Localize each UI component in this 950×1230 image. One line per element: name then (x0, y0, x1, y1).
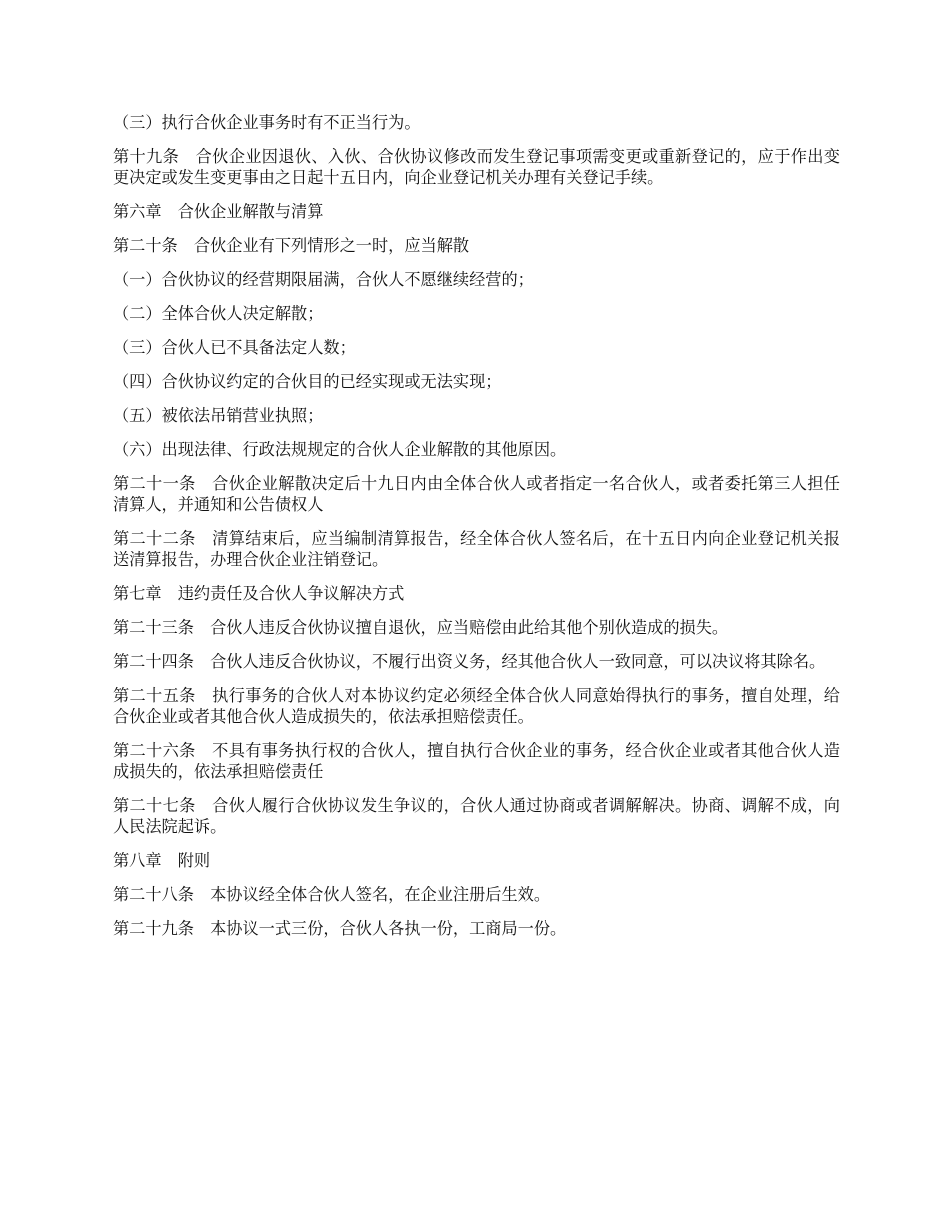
article-24: 第二十四条 合伙人违反合伙协议，不履行出资义务，经其他合伙人一致同意，可以决议将其除名。 (113, 652, 826, 671)
article-27: 第二十七条 合伙人履行合伙协议发生争议的，合伙人通过协商或者调解解决。协商、调解不成，向人民法院起诉。 (113, 796, 840, 836)
article-19: 第十九条 合伙企业因退伙、入伙、合伙协议修改而发生登记事项需变更或重新登记的，应于作出变更决定或发生变更事由之日起十五日内，向企业登记机关办理有关登记手续。 (113, 147, 840, 187)
article-20-item-2: （二）全体合伙人决定解散； (113, 304, 324, 323)
article-20-item-5: （五）被依法吊销营业执照； (113, 406, 324, 425)
article-20-item-6: （六）出现法律、行政法规规定的合伙人企业解散的其他原因。 (113, 440, 567, 459)
article-23: 第二十三条 合伙人违反合伙协议擅自退伙，应当赔偿由此给其他个别伙造成的损失。 (113, 618, 729, 637)
article-21: 第二十一条 合伙企业解散决定后十九日内由全体合伙人或者指定一名合伙人，或者委托第三人担任清算人，并通知和公告债权人 (113, 474, 840, 514)
article-22: 第二十二条 清算结束后，应当编制清算报告，经全体合伙人签名后，在十五日内向企业登记机关报送清算报告，办理合伙企业注销登记。 (113, 529, 840, 569)
chapter-7-heading: 第七章 违约责任及合伙人争议解决方式 (113, 584, 405, 603)
chapter-6-heading: 第六章 合伙企业解散与清算 (113, 202, 324, 221)
item-3-improper-conduct: （三）执行合伙企业事务时有不正当行为。 (113, 113, 421, 132)
article-20-item-4: （四）合伙协议约定的合伙目的已经实现或无法实现； (113, 372, 502, 391)
chapter-8-heading: 第八章 附则 (113, 851, 211, 870)
article-26: 第二十六条 不具有事务执行权的合伙人，擅自执行合伙企业的事务，经合伙企业或者其他合伙人造成损失的，依法承担赔偿责任 (113, 741, 840, 781)
document-page (113, 112, 840, 952)
article-29: 第二十九条 本协议一式三份，合伙人各执一份，工商局一份。 (113, 919, 567, 938)
article-20-item-3: （三）合伙人已不具备法定人数； (113, 338, 356, 357)
article-25: 第二十五条 执行事务的合伙人对本协议约定必须经全体合伙人同意始得执行的事务，擅自处理，给合伙企业或者其他合伙人造成损失的，依法承担赔偿责任。 (113, 686, 840, 726)
article-20: 第二十条 合伙企业有下列情形之一时，应当解散 (113, 236, 470, 255)
article-28: 第二十八条 本协议经全体合伙人签名，在企业注册后生效。 (113, 885, 551, 904)
article-20-item-1: （一）合伙协议的经营期限届满，合伙人不愿继续经营的； (113, 270, 534, 289)
